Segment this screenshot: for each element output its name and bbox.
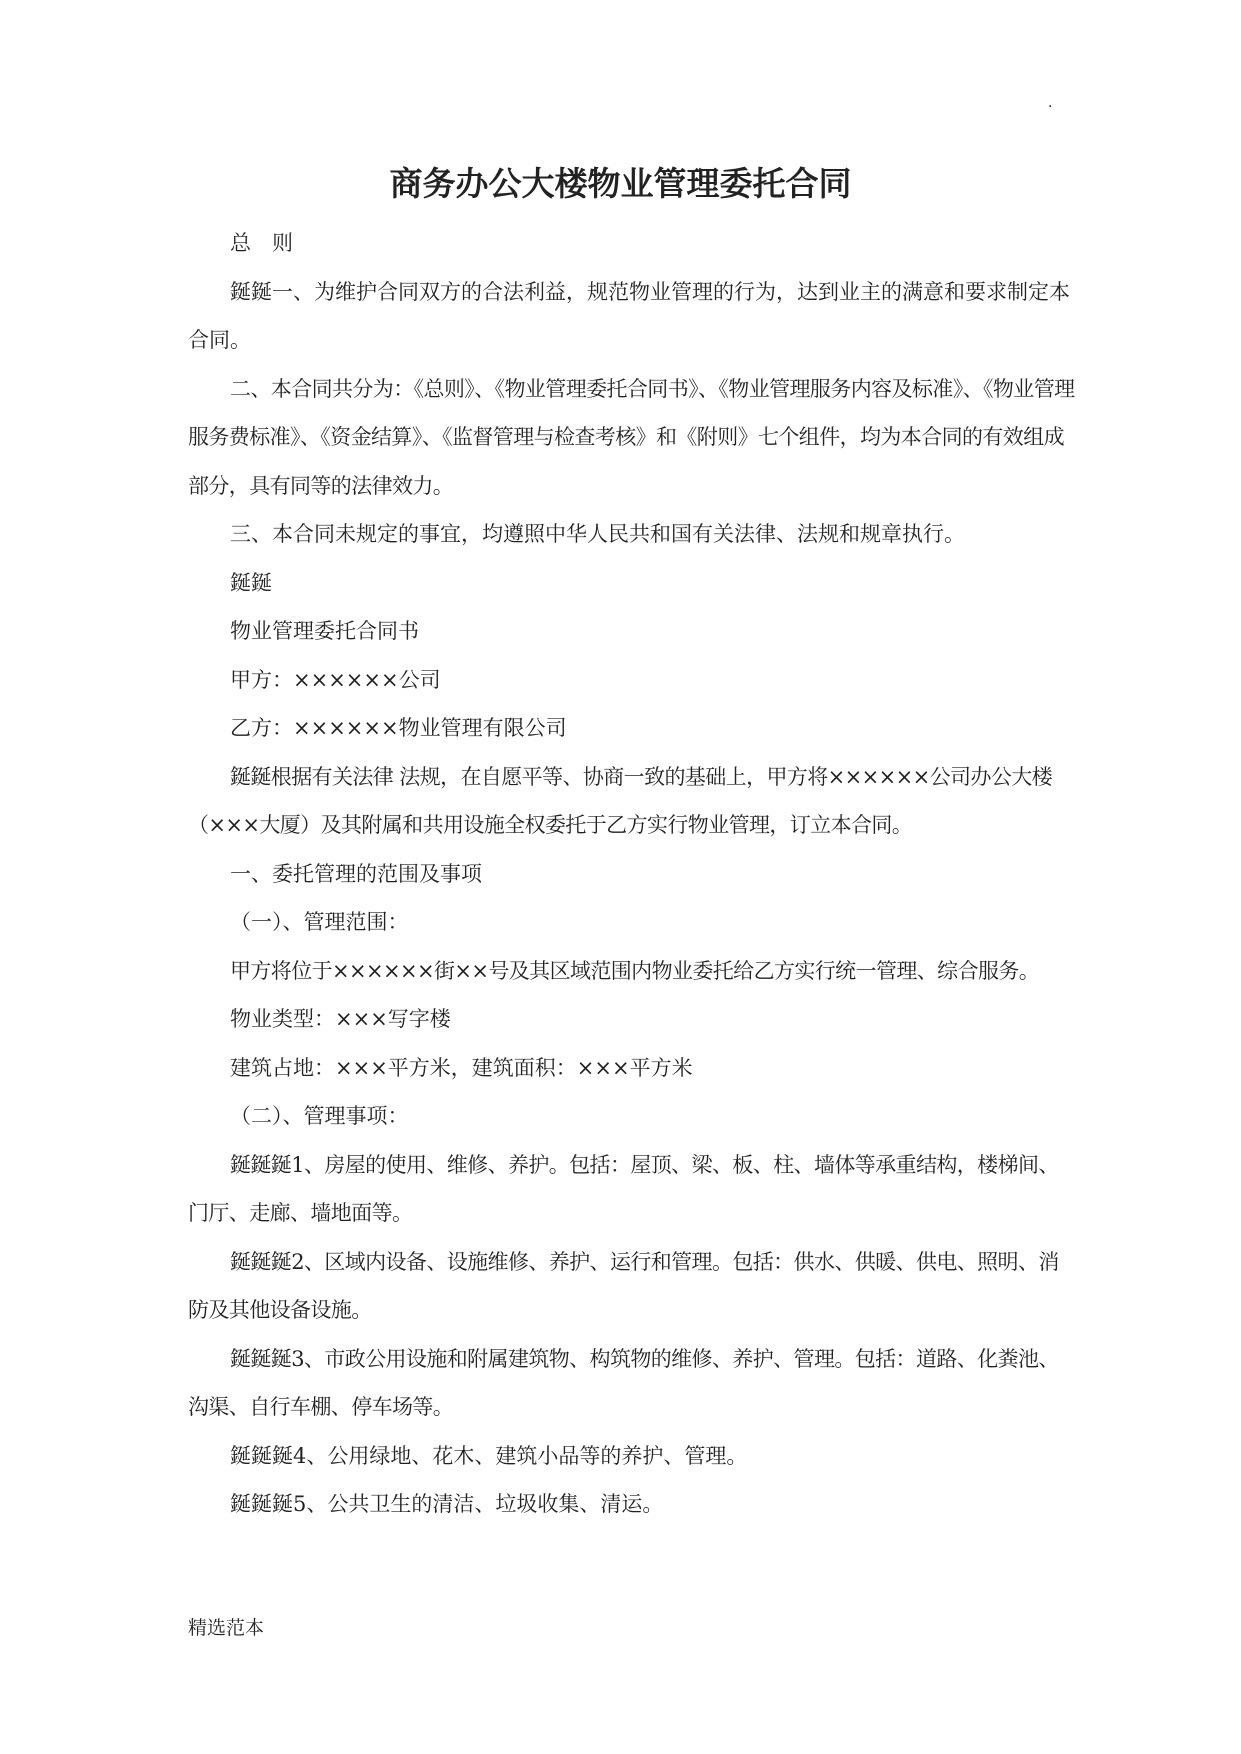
placeholder-line: 鋋鋋 <box>230 570 272 595</box>
party-a: 甲方：××××××公司 <box>230 667 441 692</box>
property-type: 物业类型：×××写字楼 <box>230 1007 451 1031</box>
matter-3: 鋋鋋鋋3、市政公用设施和附属建筑物、构筑物的维修、养护、管理。包括：道路、化粪池、沟渠、自行车棚、停车场等。 <box>188 1346 1059 1419</box>
party-b: 乙方：××××××物业管理有限公司 <box>230 716 567 740</box>
building-area: 建筑占地：×××平方米，建筑面积：×××平方米 <box>230 1055 693 1080</box>
clause-3: 三、本合同未规定的事宜，均遵照中华人民共和国有关法律、法规和规章执行。 <box>230 522 965 546</box>
section-heading-contract: 物业管理委托合同书 <box>230 619 419 643</box>
footer-label: 精选范本 <box>188 1617 265 1639</box>
scope-description: 甲方将位于××××××街××号及其区域范围内物业委托给乙方实行统一管理、综合服务。 <box>230 958 1040 983</box>
clause-1: 鋋鋋一、为维护合同双方的合法利益，规范物业管理的行为，达到业主的满意和要求制定本合同。 <box>188 279 1070 352</box>
document-body <box>188 219 1078 1529</box>
preamble: 鋋鋋根据有关法律 法规，在自愿平等、协商一致的基础上，甲方将××××××公司办公大楼（×××大厦）及其附属和共用设施全权委托于乙方实行物业管理，订立本合同。 <box>188 764 1053 837</box>
clause-2: 二、本合同共分为：《总则》、《物业管理委托合同书》、《物业管理服务内容及标准》、《物业管理服务费标准》、《资金结算》、《监督管理与检查考核》和《附则》七个组件，均为本合同的有效组成部分，具有同等的法律效力。 <box>188 376 1075 498</box>
subsection-matters: （二）、管理事项： <box>230 1104 409 1128</box>
matter-4: 鋋鋋鋋4、公用绿地、花木、建筑小品等的养护、管理。 <box>230 1443 748 1468</box>
section-heading-general: 总 则 <box>230 231 293 255</box>
matter-1: 鋋鋋鋋1、房屋的使用、维修、养护。包括：屋顶、梁、板、柱、墙体等承重结构，楼梯间、门厅、走廊、墙地面等。 <box>188 1152 1059 1225</box>
subsection-scope: （一）、管理范围： <box>230 910 409 934</box>
matter-5: 鋋鋋鋋5、公共卫生的清洁、垃圾收集、清运。 <box>230 1492 664 1516</box>
page-mark: . <box>1048 95 1053 111</box>
section-scope-heading: 一、委托管理的范围及事项 <box>230 861 482 886</box>
document-title: 商务办公大楼物业管理委托合同 <box>389 164 852 203</box>
matter-2: 鋋鋋鋋2、区域内设备、设施维修、养护、运行和管理。包括：供水、供暖、供电、照明、消防及其他设备设施。 <box>188 1249 1059 1322</box>
